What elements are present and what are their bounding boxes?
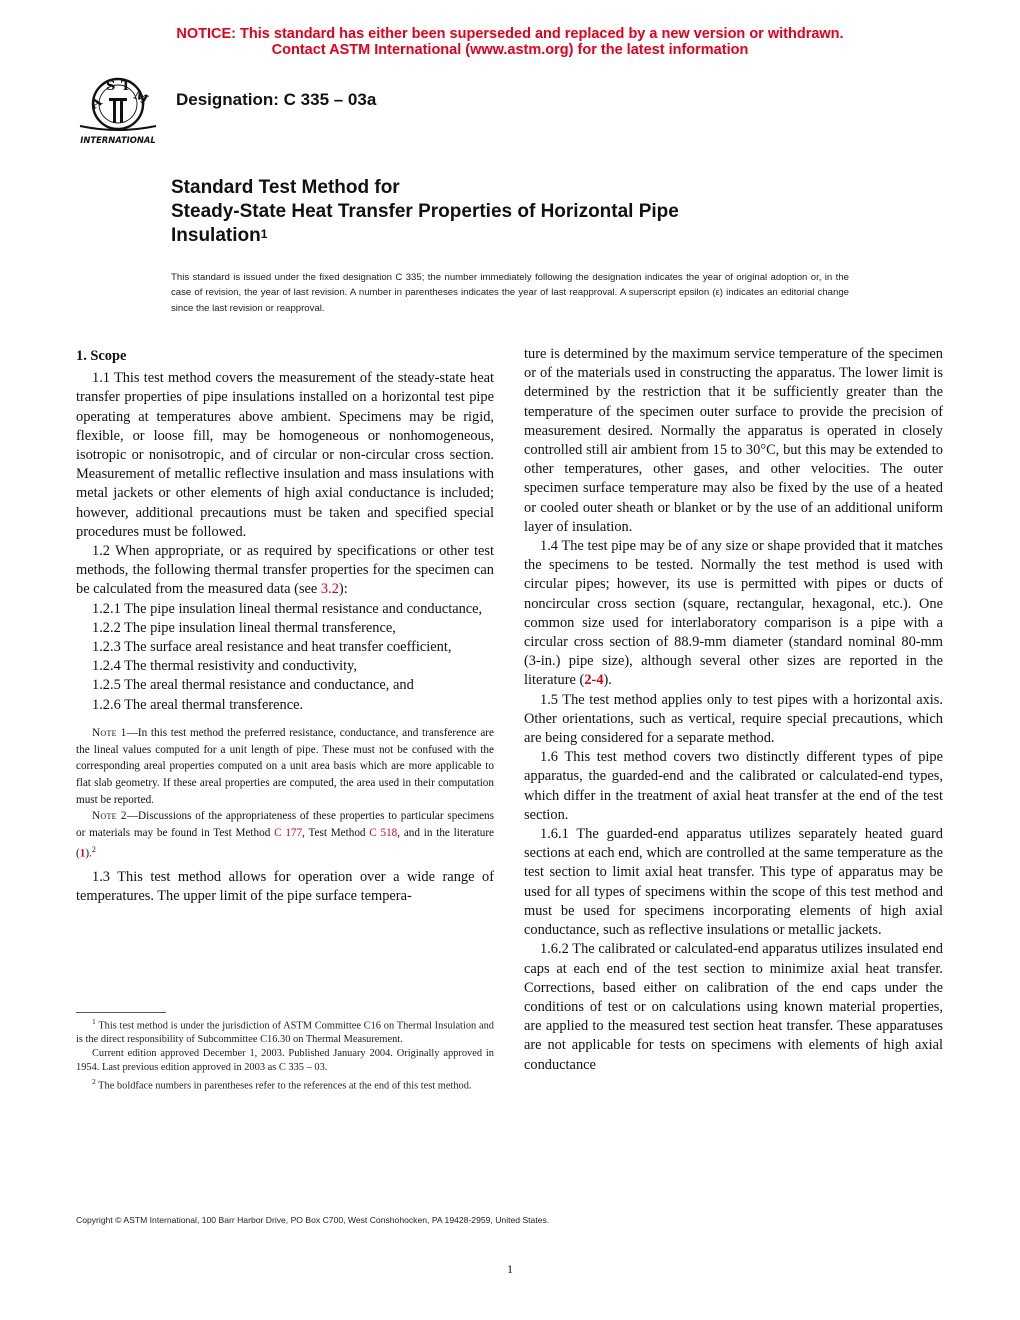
note-2-end: ). xyxy=(85,847,92,860)
document-title xyxy=(171,176,871,248)
note-2 xyxy=(76,808,494,862)
svg-text:T: T xyxy=(121,79,131,94)
list-item: 1.2.3 The surface areal resistance and heat transfer coefficient, xyxy=(92,639,452,656)
list-item: 1.2.2 The pipe insulation lineal thermal transference, xyxy=(92,619,396,636)
issuance-statement: This standard is issued under the fixed designation C 335; the number immediately following the designation indicates the year of original adoption or, in the case of revision, the year of last revision. A number in parentheses indicates the year of last reapproval. A superscript epsilon (ε) indicates an editorial change since the last revision or reapproval. xyxy=(171,272,849,314)
section-heading-scope: 1. Scope xyxy=(76,348,127,364)
footnote-2-marker: 2 xyxy=(92,1076,96,1086)
designation: Designation: C 335 – 03a xyxy=(176,90,377,109)
supersession-notice xyxy=(0,26,1020,58)
astm-logo-graphic xyxy=(76,74,160,148)
paragraph-1-3-continued: ture is determined by the maximum service temperature of the specimen or of the materials used in constructing the apparatus. The lower limit is determined by the restriction that it be sufficiently greater than the temperature of the specimen outer surface to provide the precision of measurement desired. Normally the apparatus is operated in closely controlled still air ambient from 15 to 30°C, but this may be extended to other temperatures, other gases, and other velocities. The outer specimen surface temperature may also be fixed by the use of a heated or cooled outer sheath or blanket or by the use of an additional uniform layer of insulation. xyxy=(524,346,943,535)
right-column xyxy=(524,345,943,1075)
list-item: 1.2.6 The areal thermal transference. xyxy=(92,696,304,713)
note-2-label: Note 2 xyxy=(92,810,127,823)
reference-link-2-4[interactable]: 2-4 xyxy=(584,672,604,689)
paragraph-1-3: 1.3 This test method allows for operation over a wide range of temperatures. The upper limit of the pipe surface tempera- xyxy=(76,869,494,905)
footnotes xyxy=(76,1015,494,1093)
left-column xyxy=(76,345,494,907)
logo-subtitle: INTERNATIONAL xyxy=(80,135,156,145)
list-item: 1.2.4 The thermal resistivity and conductivity, xyxy=(92,658,357,675)
notice-line-1: NOTICE: This standard has either been superseded and replaced by a new version or withdrawn. xyxy=(176,26,844,42)
footnote-1 xyxy=(76,1015,494,1047)
paragraph-1-6: 1.6 This test method covers two distinctly different types of pipe apparatus, the guarded-end and the calibrated or calculated-end types, which differ in the treatment of axial heat transfer at the end of the test section. xyxy=(524,749,943,823)
note-1-text: —In this test method the preferred resistance, conductance, and transference are the lineal values computed for a unit length of pipe. These must not be confused with the corresponding areal properties computed on a unit area basis which are more applicable to flat slab geometry. If these areal properties are computed, the area used in their computation must be reported. xyxy=(76,726,494,806)
astm-logo xyxy=(76,74,160,148)
paragraph-1-6-1: 1.6.1 The guarded-end apparatus utilizes separately heated guard sections at each end, which are controlled at the same temperature as the test section to limit axial heat transfer. This type of apparatus may be used for all types of specimens within the scope of this test method and must be used for specimens incorporating elements of high axial conductance, such as reflective insulations or metallic jackets. xyxy=(524,826,943,939)
footnote-2 xyxy=(76,1075,494,1093)
copyright-notice: Copyright © ASTM International, 100 Barr Harbor Drive, PO Box C700, West Conshohocken, PA 19428-2959, United States. xyxy=(76,1215,550,1225)
paragraph-1-6-2: 1.6.2 The calibrated or calculated-end apparatus utilizes insulated end caps at each end of the test section to minimize axial heat transfer. Corrections, based either on calibration of the end caps under the conditions of test or on calculations using known material properties, are applied to the measured test section heat transfer. These apparatuses are not applicable for tests on specimens with elements of high axial conductance xyxy=(524,941,943,1073)
paragraph-1-2-end: ): xyxy=(338,581,348,598)
title-line-1: Standard Test Method for xyxy=(171,177,400,198)
title-line-2: Steady-State Heat Transfer Properties of Horizontal Pipe xyxy=(171,201,679,222)
title-line-3: Insulation xyxy=(171,225,261,246)
paragraph-1-1: 1.1 This test method covers the measurement of the steady-state heat transfer properties of pipe insulations installed on a horizontal test pipe operating at temperatures above ambient. Specimens may be rigid, flexible, or loose fill, may be homogeneous or nonhomogeneous, isotropic or nonisotropic, and of circular or non-circular cross section. Measurement of metallic reflective insulation and mass insulations with metal jackets or other elements of high axial conductance is included; however, additional precautions must be taken and specified special procedures must be followed. xyxy=(76,370,494,540)
reference-link-c177[interactable]: C 177 xyxy=(274,827,303,840)
list-item: 1.2.5 The areal thermal resistance and conductance, and xyxy=(92,677,414,694)
note-1-label: Note 1 xyxy=(92,726,127,739)
note-1 xyxy=(76,725,494,809)
svg-text:S: S xyxy=(106,79,116,94)
notice-line-2: Contact ASTM International (www.astm.org) for the latest information xyxy=(271,42,749,58)
footnote-1-marker: 1 xyxy=(92,1017,96,1026)
title-footnote-marker: 1 xyxy=(260,227,268,241)
note-2-mid: , Test Method xyxy=(302,827,370,840)
paragraph-1-2 xyxy=(76,542,494,600)
list-item: 1.2.1 The pipe insulation lineal thermal resistance and conductance, xyxy=(92,600,483,617)
footnote-1-edition: Current edition approved December 1, 2003. Published January 2004. Originally approved in 1954. Last previous edition approved in 2003 as C 335 – 03. xyxy=(76,1048,494,1073)
paragraph-1-4-end: ). xyxy=(603,672,612,689)
paragraph-1-4-text: 1.4 The test pipe may be of any size or shape provided that it matches the specimens to be tested. Normally the test method is used with circular pipes; however, its use is permitted with pipes or ducts of noncircular cross section (square, rectangular, hexagonal, etc.). One common size used for interlaboratory comparison is a pipe with a circular cross section of 88.9-mm diameter (standard nominal 80-mm (3-in.) pipe size), although several other sizes are reported in the literature ( xyxy=(524,538,943,689)
note-2-text: —Discussions of the appropriateness of these properties to particular specimens or materials may be found in Test Method xyxy=(76,810,494,840)
footnote-divider xyxy=(76,1012,166,1013)
svg-text:M: M xyxy=(130,87,151,109)
footnote-1-text: This test method is under the jurisdiction of ASTM Committee C16 on Thermal Insulation and is the direct responsibility of Subcommittee C16.30 on Thermal Measurement. xyxy=(76,1020,494,1046)
svg-text:A: A xyxy=(88,94,106,113)
footnote-marker-2: 2 xyxy=(91,844,96,854)
paragraph-1-4 xyxy=(524,537,943,691)
note-2-mid2: , and in the literature ( xyxy=(76,827,495,860)
reference-link-c518[interactable]: C 518 xyxy=(369,827,398,840)
reference-link-3-2[interactable]: 3.2 xyxy=(320,581,339,598)
footnote-2-text: The boldface numbers in parentheses refer to the references at the end of this test method. xyxy=(98,1080,472,1092)
paragraph-1-2-text: 1.2 When appropriate, or as required by specifications or other test methods, the following thermal transfer properties for the specimen can be calculated from the measured data (see xyxy=(76,543,494,598)
reference-link-1[interactable]: 1 xyxy=(79,847,86,860)
paragraph-1-5: 1.5 The test method applies only to test pipes with a horizontal axis. Other orientations, such as vertical, require special precautions, which are being considered for a separate method. xyxy=(524,691,943,747)
page-number: 1 xyxy=(507,1262,513,1276)
